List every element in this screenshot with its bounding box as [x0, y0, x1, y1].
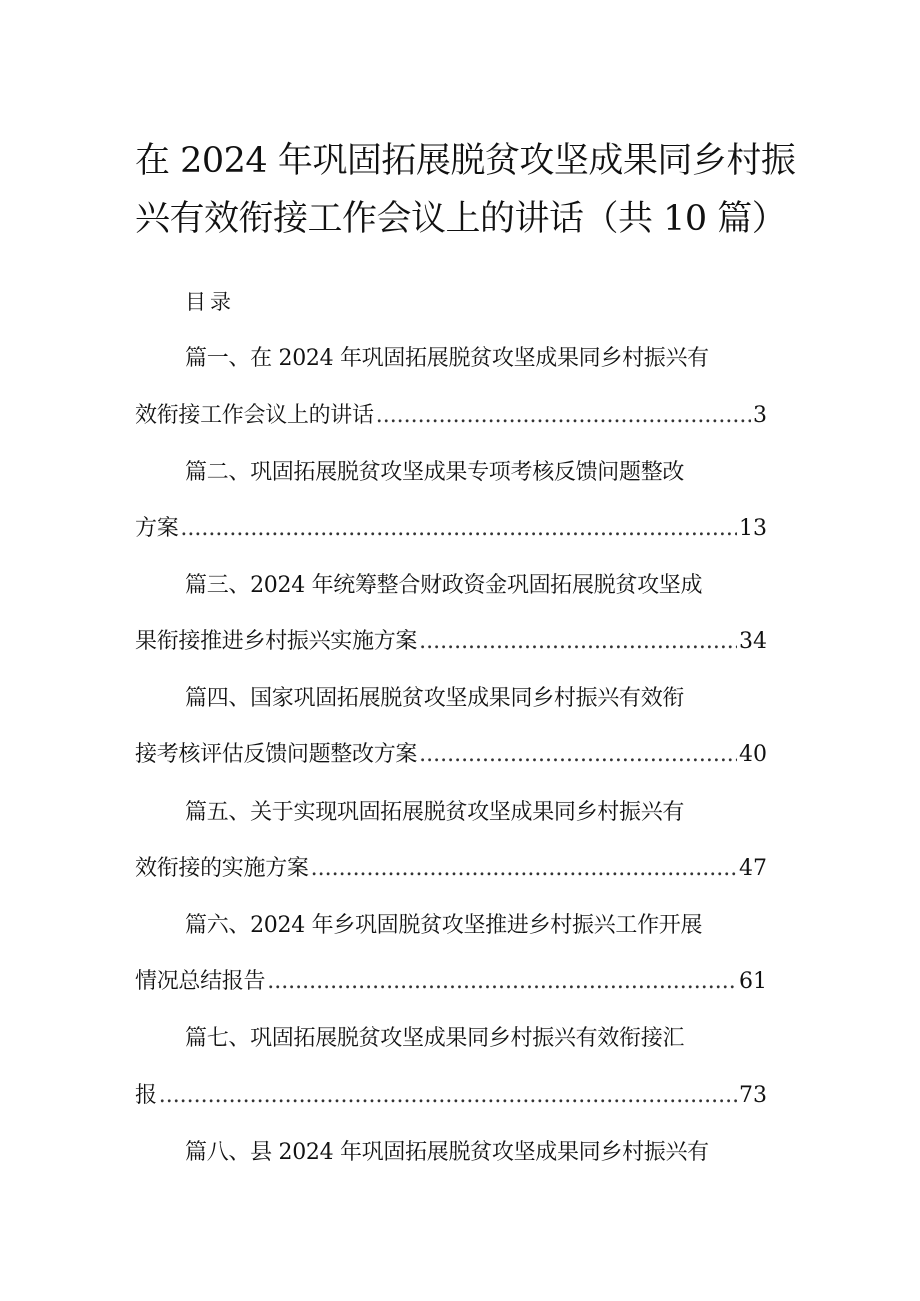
- toc-entry-6-line-2[interactable]: [135, 964, 767, 995]
- toc-leader-dots: [267, 969, 737, 994]
- toc-entry-6-line-1[interactable]: 篇六、2024 年乡巩固脱贫攻坚推进乡村振兴工作开展: [185, 913, 703, 938]
- toc-entry-1-line-2[interactable]: [135, 398, 767, 429]
- toc-entry-4-line-2[interactable]: [135, 737, 767, 768]
- toc-leader-dots: [180, 516, 737, 541]
- toc-entry-1-line-1[interactable]: 篇一、在 2024 年巩固拓展脱贫攻坚成果同乡村振兴有: [185, 346, 709, 371]
- toc-entry-7-line-2[interactable]: [135, 1078, 767, 1109]
- toc-leader-dots: [376, 403, 751, 428]
- toc-entry-2-line-2[interactable]: [135, 511, 767, 542]
- toc-page-number: 73: [739, 1083, 767, 1108]
- toc-entry-4-line-1[interactable]: 篇四、国家巩固拓展脱贫攻坚成果同乡村振兴有效衔: [185, 686, 685, 711]
- toc-entry-text: 报: [135, 1083, 157, 1108]
- toc-entry-5-line-2[interactable]: [135, 851, 767, 882]
- toc-leader-dots: [311, 856, 737, 881]
- toc-page-number: 13: [739, 516, 767, 541]
- toc-entry-text: 方案: [135, 516, 179, 541]
- toc-entry-7-line-1[interactable]: 篇七、巩固拓展脱贫攻坚成果同乡村振兴有效衔接汇: [185, 1026, 685, 1051]
- toc-leader-dots: [419, 629, 737, 654]
- toc-entry-3-line-2[interactable]: [135, 624, 767, 655]
- toc-entry-8-line-1[interactable]: 篇八、县 2024 年巩固拓展脱贫攻坚成果同乡村振兴有: [185, 1140, 709, 1165]
- toc-entry-text: 效衔接的实施方案: [135, 856, 309, 881]
- toc-entry-text: 效衔接工作会议上的讲话: [135, 403, 374, 428]
- toc-page-number: 40: [739, 742, 767, 767]
- toc-entry-3-line-1[interactable]: 篇三、2024 年统筹整合财政资金巩固拓展脱贫攻坚成: [185, 573, 703, 598]
- toc-page-number: 3: [753, 403, 767, 428]
- toc-page-number: 34: [739, 629, 767, 654]
- toc-leader-dots: [419, 742, 737, 767]
- toc-entry-text: 果衔接推进乡村振兴实施方案: [135, 629, 418, 654]
- document-title-line-1: 在 2024 年巩固拓展脱贫攻坚成果同乡村振: [135, 141, 796, 181]
- toc-page-number: 47: [739, 856, 767, 881]
- toc-page-number: 61: [739, 969, 767, 994]
- toc-entry-text: 情况总结报告: [135, 969, 266, 994]
- toc-entry-2-line-1[interactable]: 篇二、巩固拓展脱贫攻坚成果专项考核反馈问题整改: [185, 460, 685, 485]
- document-title-line-2: 兴有效衔接工作会议上的讲话（共 10 篇）: [135, 199, 787, 239]
- toc-heading: 目录: [185, 290, 235, 314]
- toc-leader-dots: [159, 1083, 737, 1108]
- toc-entry-text: 接考核评估反馈问题整改方案: [135, 742, 418, 767]
- toc-entry-5-line-1[interactable]: 篇五、关于实现巩固拓展脱贫攻坚成果同乡村振兴有: [185, 800, 685, 825]
